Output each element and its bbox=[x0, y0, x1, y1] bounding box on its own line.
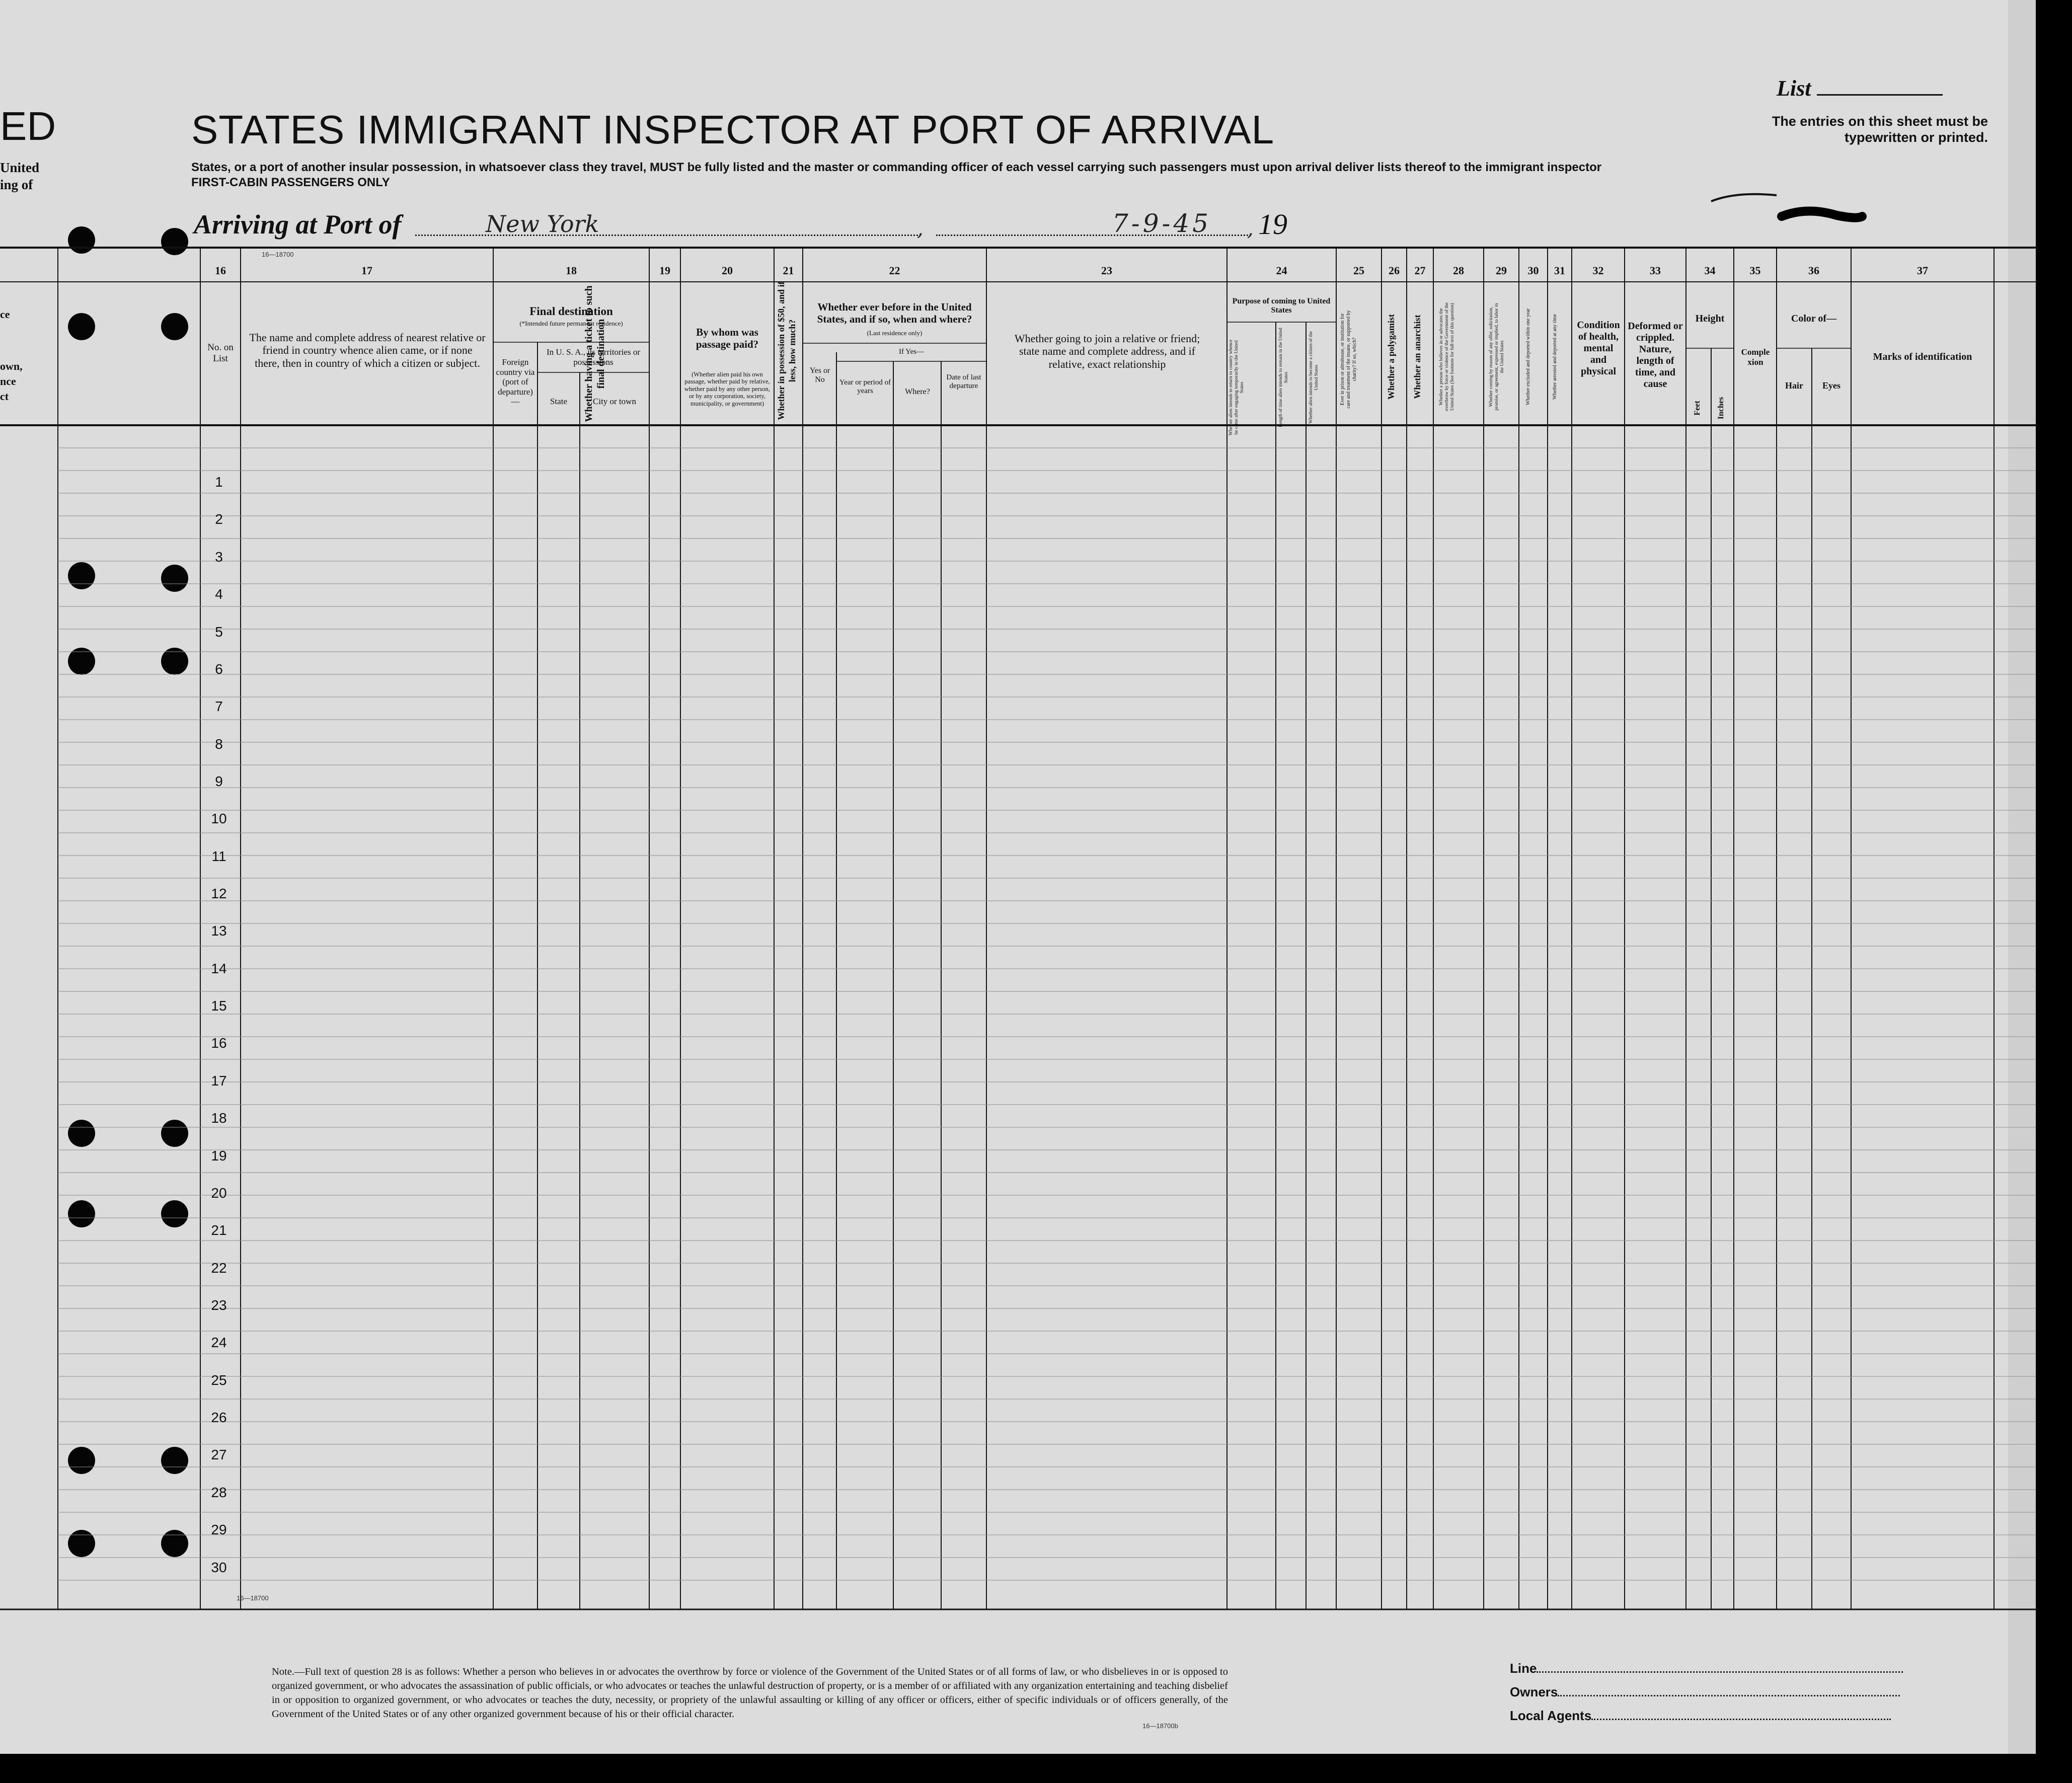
row-number: 2 bbox=[215, 511, 223, 527]
col-27-header: Whether an anarchist bbox=[1412, 315, 1422, 399]
date-comma: , bbox=[1247, 217, 1254, 241]
left-fragment-6: ct bbox=[0, 390, 9, 403]
row-number: 23 bbox=[211, 1297, 227, 1313]
line-label: Line bbox=[1510, 1661, 1537, 1676]
list-label: List bbox=[1777, 76, 1811, 101]
col-25-header: Ever in prison or almshouse, or institution for care and treatment of the insane, or supported by charity? If so, which? bbox=[1340, 310, 1357, 409]
col-22-years: Year or period of years bbox=[839, 378, 891, 396]
row-number: 26 bbox=[211, 1410, 227, 1425]
col-26-header: Whether a polygamist bbox=[1386, 314, 1396, 400]
line-field bbox=[1510, 1661, 1903, 1676]
arriving-label: Arriving at Port of bbox=[194, 209, 402, 240]
col-31-number: 31 bbox=[1554, 264, 1565, 277]
col-34-inches: Inches bbox=[1717, 397, 1725, 420]
form-number-bottom: 16—18700 bbox=[237, 1594, 269, 1602]
left-fragment-3: ce bbox=[0, 308, 10, 321]
col-35-header bbox=[1735, 347, 1776, 367]
col-19-header: Whether having a ticket to such final destination bbox=[583, 285, 606, 422]
page-title: STATES IMMIGRANT INSPECTOR AT PORT OF ARRIVAL bbox=[191, 107, 1275, 152]
col-35-number: 35 bbox=[1749, 264, 1761, 277]
col-24-header: Purpose of coming to United States bbox=[1232, 297, 1331, 315]
row-number: 6 bbox=[215, 661, 223, 677]
col-37-number: 37 bbox=[1917, 264, 1928, 277]
col-29-number: 29 bbox=[1496, 264, 1507, 277]
col-24-c: Whether alien intends to become a citizen of the United States bbox=[1309, 331, 1319, 424]
col-25-number: 25 bbox=[1353, 264, 1364, 277]
row-number: 10 bbox=[211, 811, 227, 826]
left-fragment-title: ED bbox=[0, 104, 56, 148]
row-number: 3 bbox=[215, 549, 223, 565]
col-31-header: Whether arrested and deported at any time bbox=[1552, 314, 1558, 400]
left-fragment-4: own, bbox=[0, 360, 23, 372]
col-28-header: Whether a person who believes in or advocates the overthrow by force or violence of the Government of the United States (See footnote for full text of this question) bbox=[1439, 302, 1455, 412]
col-20-subheader: (Whether alien paid his own passage, whether paid by relative, whether paid by any other person, or by any corporation, society, municipality, or government) bbox=[684, 371, 771, 407]
row-number: 9 bbox=[215, 773, 223, 789]
col-18-state: State bbox=[550, 397, 567, 406]
col-19-number: 19 bbox=[659, 264, 670, 277]
col-26-number: 26 bbox=[1389, 264, 1400, 277]
form-number-top: 16—18700 bbox=[262, 251, 294, 258]
date-handwritten: 7-9-45 bbox=[1112, 209, 1212, 238]
col-16-header: No. on List bbox=[207, 342, 234, 364]
col-22-number: 22 bbox=[889, 264, 900, 277]
row-number: 17 bbox=[211, 1073, 227, 1089]
row-number: 18 bbox=[211, 1110, 227, 1126]
row-number: 15 bbox=[211, 998, 227, 1014]
col-36-number: 36 bbox=[1808, 264, 1819, 277]
col-24-number: 24 bbox=[1276, 264, 1287, 277]
row-number: 13 bbox=[211, 923, 227, 939]
col-18-header: Final destination bbox=[529, 305, 613, 318]
row-number: 28 bbox=[211, 1485, 227, 1500]
col-34-feet: Feet bbox=[1693, 401, 1702, 416]
owners-label: Owners bbox=[1510, 1684, 1558, 1699]
row-number: 11 bbox=[211, 848, 226, 864]
owners-blank bbox=[1558, 1695, 1900, 1696]
col-22-header: Whether ever before in the United States, and if so, when and where? bbox=[817, 301, 972, 326]
col-32-number: 32 bbox=[1592, 264, 1604, 277]
row-number: 27 bbox=[211, 1447, 227, 1462]
col-30-number: 30 bbox=[1527, 264, 1539, 277]
col-32-header: Condition of health, mental and physical bbox=[1577, 320, 1620, 377]
col-22-where: Where? bbox=[905, 387, 930, 396]
row-number: 24 bbox=[211, 1335, 227, 1350]
port-comma: , bbox=[917, 217, 924, 241]
row-number: 16 bbox=[211, 1035, 227, 1051]
col-18-city: City or town bbox=[593, 397, 636, 406]
row-number: 8 bbox=[215, 736, 223, 752]
col-34-number: 34 bbox=[1704, 264, 1716, 277]
row-number: 25 bbox=[211, 1372, 227, 1388]
port-handwritten: New York bbox=[486, 210, 599, 238]
col-34-header: Height bbox=[1695, 313, 1725, 324]
row-number: 22 bbox=[211, 1260, 227, 1276]
first-cabin-line: FIRST-CABIN PASSENGERS ONLY bbox=[191, 176, 390, 189]
col-37-header: Marks of identification bbox=[1873, 351, 1972, 362]
agents-field bbox=[1510, 1708, 1891, 1724]
col-36-eyes: Eyes bbox=[1822, 380, 1840, 391]
row-number: 7 bbox=[215, 699, 223, 714]
col-28-number: 28 bbox=[1453, 264, 1464, 277]
agents-blank bbox=[1591, 1719, 1891, 1720]
col-18-usa: In U. S. A., its territories or possessions bbox=[546, 347, 641, 367]
col-17-header: The name and complete address of nearest relative or friend in country whence alien came, or if none there, then in country of which a citizen or subject. bbox=[249, 331, 486, 369]
col-27-number: 27 bbox=[1414, 264, 1426, 277]
row-number: 14 bbox=[211, 961, 227, 976]
col-23-header: Whether going to join a relative or friend; state name and complete address, and if relative, exact relationship bbox=[1014, 332, 1200, 370]
row-number: 21 bbox=[211, 1222, 227, 1238]
col-18-subheader: (*Intended future permanent residence) bbox=[519, 320, 623, 327]
col-33-header: Deformed or crippled. Nature, length of time, and cause bbox=[1628, 321, 1683, 390]
col-17-number: 17 bbox=[361, 264, 372, 277]
row-number: 20 bbox=[211, 1185, 227, 1201]
col-22-date: Date of last departure bbox=[946, 373, 981, 391]
row-number: 5 bbox=[215, 624, 223, 640]
row-number: 1 bbox=[215, 474, 223, 490]
year-prefix: 19 bbox=[1258, 208, 1287, 241]
intro-line: States, or a port of another insular possession, in whatsoever class they travel, MUST be fully listed and the master or commanding officer of each vessel carrying such passengers must upon arrival deliver lists thereof to the immigrant inspector bbox=[191, 161, 1602, 174]
col-35-label: Complexion bbox=[1741, 347, 1770, 367]
row-number: 19 bbox=[211, 1148, 227, 1164]
agents-label: Local Agents bbox=[1510, 1708, 1592, 1723]
col-24-b: Length of time alien intends to remain in the United States bbox=[1278, 328, 1289, 427]
entries-note: The entries on this sheet must be typewritten or printed. bbox=[1772, 114, 1988, 145]
left-fragment-5: nce bbox=[0, 375, 16, 387]
form-number-note: 16—18700b bbox=[1142, 1722, 1178, 1730]
left-fragment-1: United bbox=[0, 160, 40, 175]
col-24-a: Whether alien intends to return to country whence he came after engaging temporarily in the United States bbox=[1229, 339, 1245, 436]
col-22-yesno: Yes or No bbox=[809, 366, 830, 384]
col-22-subheader: (Last residence only) bbox=[867, 330, 923, 337]
col-36-header: Color of— bbox=[1791, 313, 1837, 324]
col-36-hair: Hair bbox=[1785, 380, 1803, 391]
col-23-number: 23 bbox=[1101, 264, 1112, 277]
col-21-number: 21 bbox=[783, 264, 794, 277]
row-number: 29 bbox=[211, 1522, 227, 1537]
col-33-number: 33 bbox=[1650, 264, 1661, 277]
owners-field bbox=[1510, 1684, 1900, 1700]
left-fragment-2: ing of bbox=[0, 177, 33, 192]
row-number: 4 bbox=[215, 586, 223, 602]
col-30-header: Whether excluded and deported within one year bbox=[1525, 308, 1531, 406]
col-20-header: By whom was passage paid? bbox=[696, 326, 759, 351]
col-22-ifyes: If Yes— bbox=[898, 348, 924, 356]
col-29-header: Whether coming by reason of any offer, solicitation, promise, or agreement, expressed or implied, to labor in the United States bbox=[1489, 303, 1505, 411]
row-number: 12 bbox=[211, 886, 227, 901]
footnote: Note.—Full text of question 28 is as follows: Whether a person who believes in or advocates the overthrow by force or violence of the Government of the United States or of all forms of law, or who disbelieves in or is opposed to organized government, or who advocates the assassination of public officials, or who advocates or teaches the unlawful destruction of property, or is a member of or affiliated with any organization entertaining and teaching disbelief in or opposition to organized government, or who advocates or teaches the duty, necessity, or propriety of the unlawful assaulting or killing of any officer or officers, either of specific individuals or of officers generally, of the Government of the United States or of any other organized government because of his or their official character. bbox=[272, 1666, 1228, 1720]
col-20-number: 20 bbox=[722, 264, 733, 277]
row-number: 30 bbox=[211, 1560, 227, 1575]
line-blank bbox=[1537, 1671, 1903, 1673]
col-18-foreign: Foreign country via (port of departure)— bbox=[496, 357, 535, 407]
col-18-number: 18 bbox=[566, 264, 577, 277]
col-16-number: 16 bbox=[215, 264, 226, 277]
col-21-header: Whether in possession of $50, and if less, how much? bbox=[776, 281, 797, 420]
